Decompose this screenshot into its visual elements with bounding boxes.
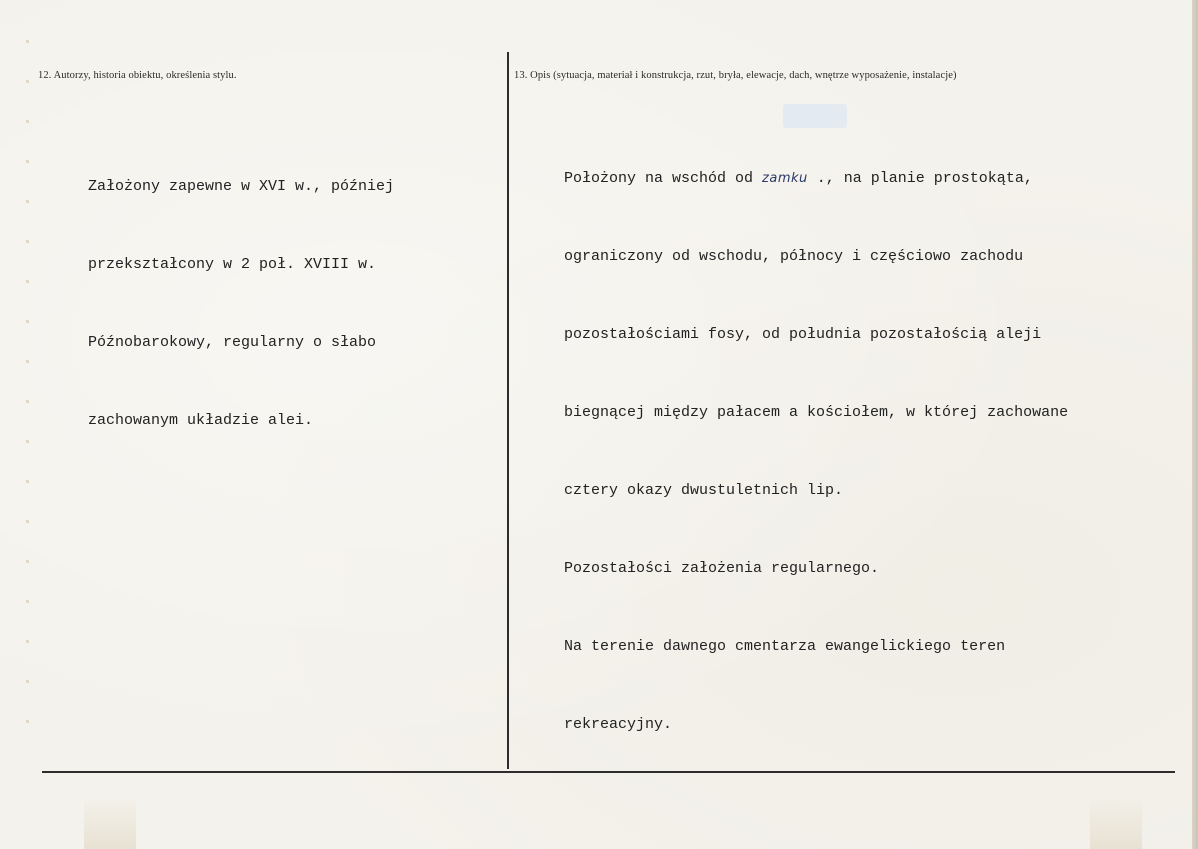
section-13-line: rekreacyjny. bbox=[564, 716, 673, 733]
section-13-line: Pozostałości założenia regularnego. bbox=[564, 560, 880, 577]
section-13-line-1 bbox=[564, 166, 1068, 192]
handwritten-insertion: zamku bbox=[762, 171, 808, 186]
section-13-line: ograniczony od wschodu, północy i częściowo zachodu bbox=[564, 248, 1024, 265]
typed-fragment: ., na planie prostokąta, bbox=[807, 170, 1033, 187]
section-13-line: cztery okazy dwustuletnich lip. bbox=[564, 482, 844, 499]
section-12-label: 12. Autorzy, historia obiektu, określenia stylu. bbox=[38, 70, 237, 81]
section-12-text bbox=[88, 122, 394, 486]
section-13-line: pozostałościami fosy, od południa pozostałością aleji bbox=[564, 326, 1042, 343]
binding-marks bbox=[26, 40, 29, 760]
section-12-line: zachowanym układzie alei. bbox=[88, 412, 314, 429]
typed-fragment: Położony na wschód od bbox=[564, 170, 763, 187]
section-12-line: przekształcony w 2 poł. XVIII w. bbox=[88, 256, 377, 273]
paper-edge bbox=[1192, 0, 1198, 849]
section-13-line: biegnącej między pałacem a kościołem, w której zachowane bbox=[564, 404, 1069, 421]
section-13-text bbox=[564, 114, 1068, 790]
section-12-line: Późnobarokowy, regularny o słabo bbox=[88, 334, 377, 351]
paper-tab-right bbox=[1090, 799, 1142, 849]
column-divider bbox=[507, 52, 509, 769]
section-13-line: Na terenie dawnego cmentarza ewangelickiego teren bbox=[564, 638, 1006, 655]
paper-tab-left bbox=[84, 799, 136, 849]
section-13-label: 13. Opis (sytuacja, materiał i konstrukcja, rzut, bryła, elewacje, dach, wnętrze wyposażenie, instalacje) bbox=[514, 70, 957, 81]
section-12-line: Założony zapewne w XVI w., później bbox=[88, 178, 395, 195]
